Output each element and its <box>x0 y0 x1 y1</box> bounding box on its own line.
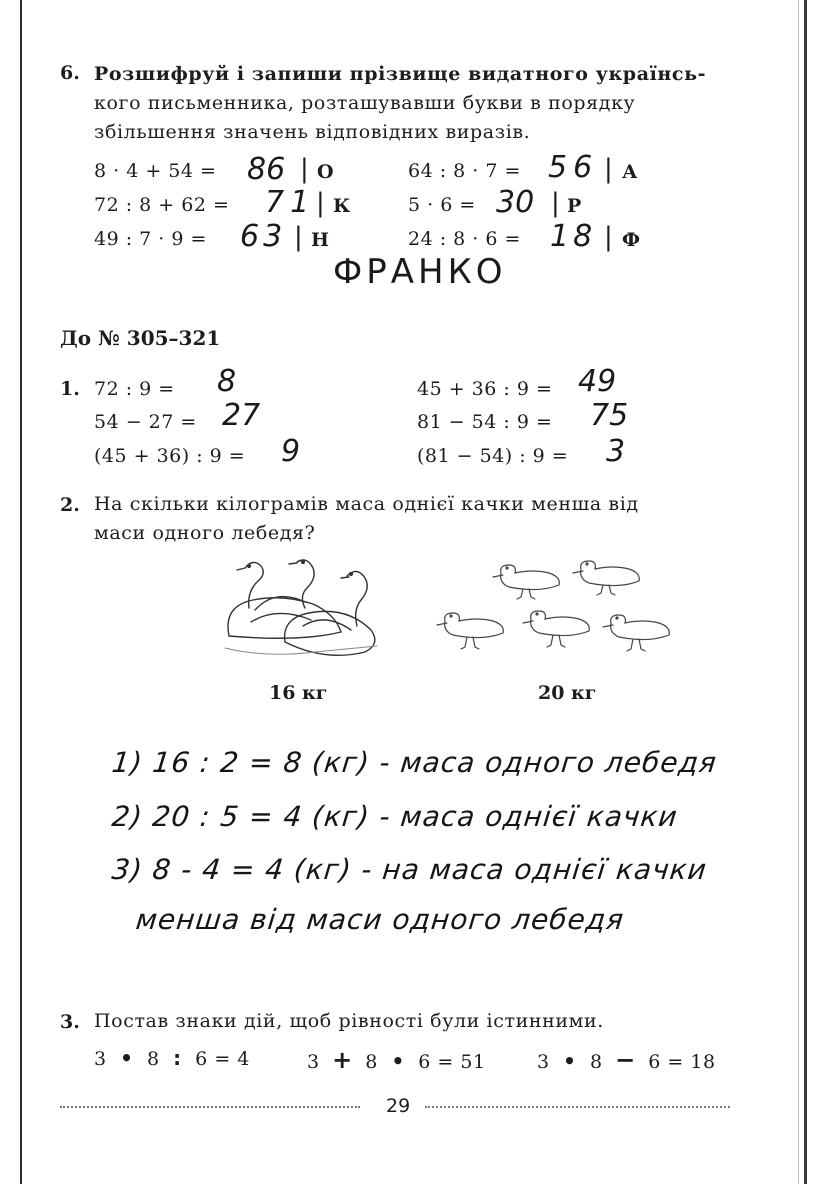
task6-row3-left-letter: Н <box>311 229 329 251</box>
footer-rule-right <box>425 1106 730 1108</box>
task3-eq2-op2: • <box>391 1049 405 1073</box>
water-line <box>225 646 377 654</box>
task3-eq3-op2: − <box>615 1046 636 1074</box>
task1-right-answer-2: 75 <box>590 398 629 433</box>
task6-number: 6. <box>60 62 80 84</box>
task6-row3-right-letter: Ф <box>622 229 641 251</box>
page-number: 29 <box>380 1095 416 1117</box>
task1-number: 1. <box>60 378 80 400</box>
task2-number: 2. <box>60 494 80 516</box>
swan-3-neck <box>347 571 367 626</box>
task1-left-expr-3: (45 + 36) : 9 = <box>94 445 246 467</box>
task2-solution-line-3: 3) 8 - 4 = 4 (кг) - на маса однієї качки <box>110 853 709 886</box>
task6-row3-left-answer: 63 <box>240 219 287 254</box>
footer-rule-left <box>60 1106 360 1108</box>
task3-equation-2: 3 + 8 • 6 = 51 <box>307 1046 486 1074</box>
task1-left-expr-2: 54 − 27 = <box>94 411 197 433</box>
swan-2-body <box>285 611 375 655</box>
task1-right-answer-1: 49 <box>578 364 617 399</box>
duck-1 <box>493 565 559 599</box>
task6-row1-left-expr: 8 · 4 + 54 = <box>94 160 217 182</box>
page-edge-shadow <box>798 0 799 1184</box>
page-edge-right <box>804 0 807 1184</box>
task6-row3-left-expr: 49 : 7 · 9 = <box>94 228 207 250</box>
task2-solution-line-4: менша від маси одного лебедя <box>134 903 626 936</box>
task6-text-line-1: Розшифруй і запиши прізвище видатного українсь- <box>94 63 707 85</box>
task3-number: 3. <box>60 1011 80 1033</box>
task1-right-expr-1: 45 + 36 : 9 = <box>417 378 553 400</box>
task6-row1-left-letter: О <box>317 161 334 183</box>
task6-row2-left-letter: К <box>333 195 351 217</box>
task3-text: Постав знаки дій, щоб рівності були істинними. <box>94 1010 604 1032</box>
section-heading: До № 305–321 <box>60 326 221 350</box>
task6-row1-right-letter: А <box>622 161 638 183</box>
task1-left-answer-3: 9 <box>281 434 301 469</box>
task6-row1-right-expr: 64 : 8 · 7 = <box>408 160 521 182</box>
task3-eq2-op1: + <box>332 1046 353 1074</box>
task6-row2-right-expr: 5 · 6 = <box>408 194 476 216</box>
duck-3 <box>437 613 503 649</box>
task6-row2-left-answer: 71 <box>265 185 316 220</box>
task6-row1-right-separator: | <box>604 154 613 184</box>
ducks-weight-label: 20 кг <box>538 682 597 704</box>
task6-row2-right-separator: | <box>551 188 560 218</box>
task6-text-line-3: збільшення значень відповідних виразів. <box>94 121 531 143</box>
ducks-illustration <box>433 545 683 670</box>
task1-left-expr-1: 72 : 9 = <box>94 378 175 400</box>
task6-row1-left-separator: | <box>300 154 309 184</box>
task6-text-line-2: кого письменника, розташувавши букви в порядку <box>94 92 636 114</box>
task6-row2-left-expr: 72 : 8 + 62 = <box>94 194 230 216</box>
task3-equation-1: 3 • 8 : 6 = 4 <box>94 1046 250 1070</box>
task2-text-line-1: На скільки кілограмів маса однієї качки менша від <box>94 493 639 515</box>
task6-row3-left-separator: | <box>294 222 303 252</box>
swans-weight-label: 16 кг <box>269 682 328 704</box>
task3-eq3-op1: • <box>563 1049 577 1073</box>
task2-solution-line-2: 2) 20 : 5 = 4 (кг) - маса однієї качки <box>110 800 680 833</box>
task6-row2-right-answer: 30 <box>496 185 535 220</box>
task1-right-expr-2: 81 − 54 : 9 = <box>417 411 553 433</box>
task6-row1-right-answer: 56 <box>548 150 599 185</box>
swan-1-eye <box>248 565 251 568</box>
task1-left-answer-1: 8 <box>217 364 237 399</box>
task3-eq1-op1: • <box>120 1046 134 1070</box>
task3-equation-3: 3 • 8 − 6 = 18 <box>537 1046 716 1074</box>
task1-right-answer-3: 3 <box>606 434 626 469</box>
task2-solution-line-1: 1) 16 : 2 = 8 (кг) - маса одного лебедя <box>110 746 719 779</box>
duck-2 <box>573 561 639 595</box>
task6-row3-right-expr: 24 : 8 · 6 = <box>408 228 521 250</box>
task6-row3-right-answer: 18 <box>550 219 597 254</box>
task1-right-expr-3: (81 − 54) : 9 = <box>417 445 569 467</box>
swan-1-beak <box>237 568 245 570</box>
task3-eq1-op2: : <box>173 1046 182 1070</box>
task1-left-answer-2: 27 <box>222 398 261 433</box>
page-edge-left <box>20 0 22 1184</box>
task6-row2-right-letter: Р <box>567 195 582 217</box>
task2-text-line-2: маси одного лебедя? <box>94 522 316 544</box>
task6-row2-left-separator: | <box>316 188 325 218</box>
duck-4 <box>523 611 589 647</box>
swans-illustration <box>215 552 385 670</box>
task6-row3-right-separator: | <box>604 222 613 252</box>
duck-5 <box>603 615 669 651</box>
task6-row1-left-answer: 86 <box>247 152 286 187</box>
task6-answer-word: ФРАНКО <box>333 252 507 292</box>
